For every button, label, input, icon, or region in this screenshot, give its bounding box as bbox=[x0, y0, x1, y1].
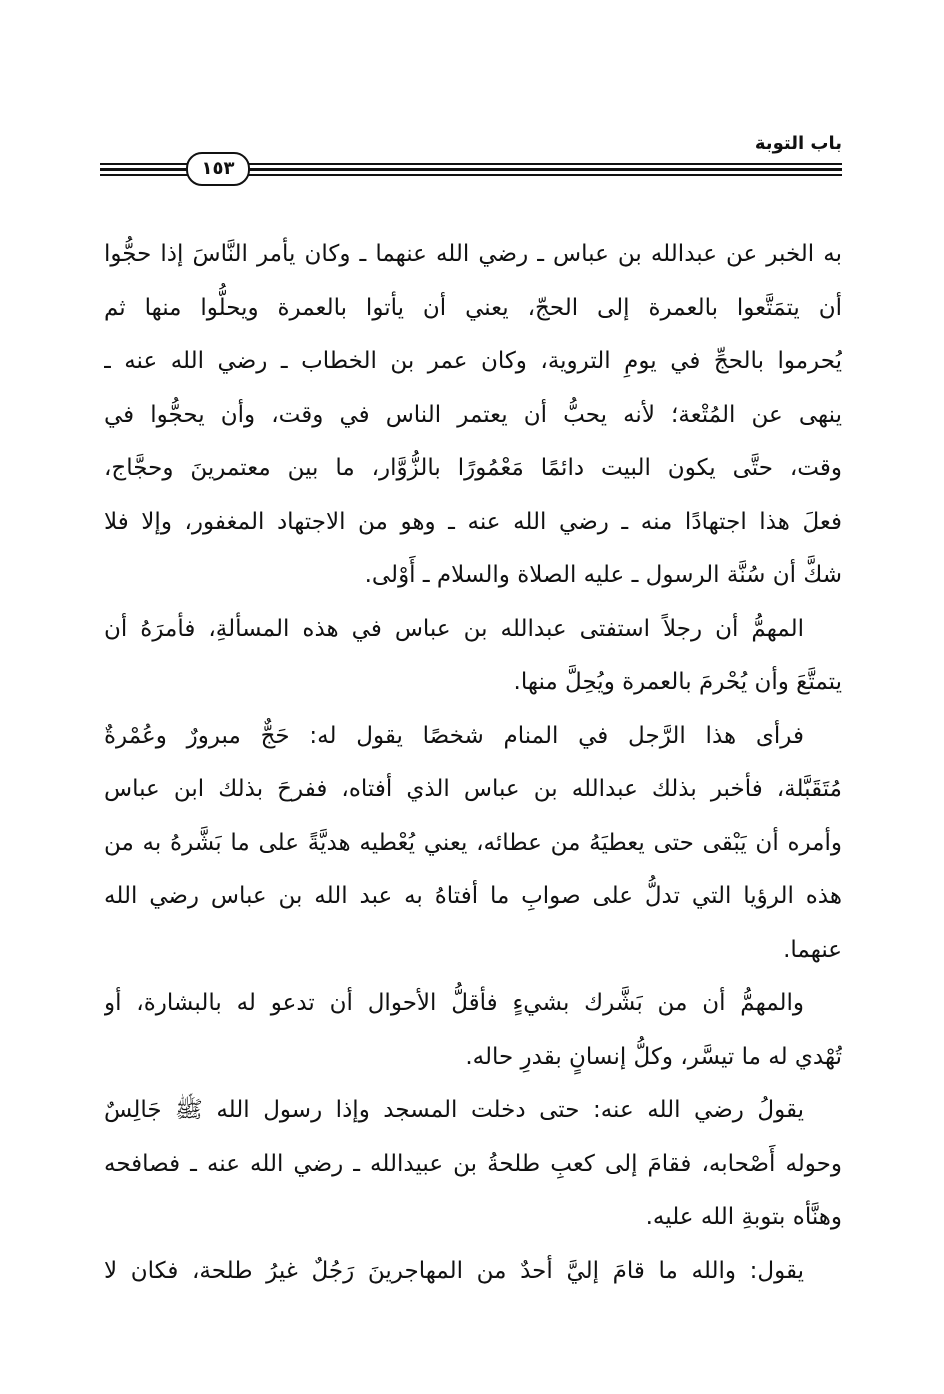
page-header bbox=[100, 134, 842, 184]
text-line: يقول: والله ما قامَ إليَّ أحدٌ من المهاجرينَ رَجُلٌ غيرُ طلحة، فكان لا bbox=[104, 1257, 804, 1284]
text-line: وهنَّأه بتوبةِ الله عليه. bbox=[645, 1204, 842, 1230]
text-line: به الخبر عن عبدالله بن عباس ـ رضي الله عنهما ـ وكان يأمر النَّاسَ إذا حجُّوا bbox=[104, 241, 842, 267]
text-line: يتمتَّعَ وأن يُحْرمَ بالعمرة ويُحِلَّ منها. bbox=[513, 669, 842, 695]
text-line: عنهما. bbox=[783, 936, 842, 963]
text-line: هذه الرؤيا التي تدلُّ على صوابِ ما أفتاهُ به عبد الله بن عباس رضي الله bbox=[104, 883, 842, 909]
text-line: تُهْدي له ما تيسَّر، وكلُّ إنسانٍ بقدرِ حاله. bbox=[465, 1043, 842, 1070]
body-text bbox=[104, 228, 842, 1298]
text-line: فرأى هذا الرَّجل في المنام شخصًا يقول له: حَجٌّ مبرورٌ وعُمْرةٌ bbox=[104, 722, 804, 749]
text-line: والمهمُّ أن من بَشَّرك بشيءٍ فأقلُّ الأحوال أن تدعو له بالبشارة، أو bbox=[104, 990, 804, 1016]
text-line: يُحرموا بالحجِّ في يومِ التروية، وكان عمر بن الخطاب ـ رضي الله عنه ـ bbox=[104, 348, 842, 374]
text-line: المهمُّ أن رجلاً استفتى عبدالله بن عباس في هذه المسألةِ، فأمرَهُ أن bbox=[104, 615, 804, 642]
page-number: ١٥٣ bbox=[186, 152, 250, 186]
text-line: وقت، حتَّى يكون البيت دائمًا مَعْمُورًا بالزُّوَّار، ما بين معتمرينَ وحجَّاج، bbox=[104, 455, 842, 481]
chapter-title: باب التوبة bbox=[754, 133, 842, 154]
text-line: ينهى عن المُتْعة؛ لأنه يحبُّ أن يعتمر الناس في وقت، وأن يحجُّوا في bbox=[104, 401, 842, 428]
text-line: أن يتمَتَّعوا بالعمرة إلى الحجّ، يعني أن يأتوا بالعمرة ويحلُّوا منها ثم bbox=[104, 294, 842, 321]
text-line: مُتَقَبَّلة، فأخبر بذلك عبدالله بن عباس الذي أفتاه، ففرحَ بذلك ابن عباس bbox=[104, 776, 842, 802]
text-line: يقولُ رضي الله عنه: حتى دخلت المسجد وإذا رسول الله ﷺ جَالِسٌ bbox=[104, 1097, 804, 1123]
text-line: وأمره أن يَبْقى حتى يعطيَهُ من عطائه، يعني يُعْطيه هديَّةً على ما بَشَّرهُ به من bbox=[104, 829, 842, 856]
text-line: وحوله أَصْحابه، فقامَ إلى كعبِ طلحةُ بن عبيدالله ـ رضي الله عنه ـ فصافحه bbox=[104, 1150, 842, 1177]
text-line: فعلَ هذا اجتهادًا منه ـ رضي الله عنه ـ وهو من الاجتهاد المغفور، وإلا فلا bbox=[104, 508, 842, 535]
text-line: شكَّ أن سُنَّة الرسول ـ عليه الصلاة والسلام ـ أَوْلى. bbox=[364, 562, 842, 588]
